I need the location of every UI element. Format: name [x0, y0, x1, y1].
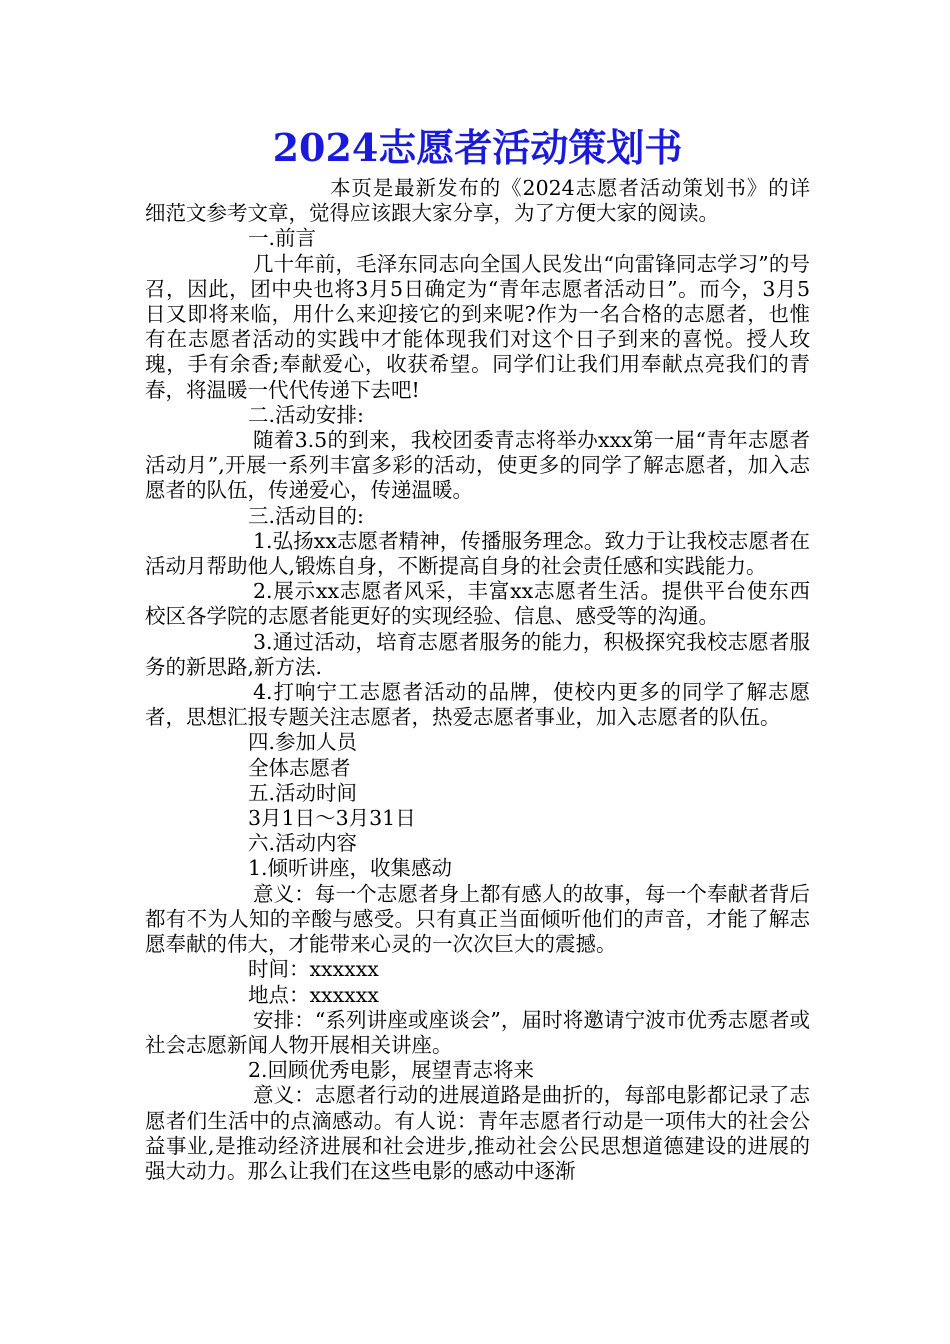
- purpose-item-1: 1.弘扬xx志愿者精神，传播服务理念。致力于让我校志愿者在活动月帮助他人,锻炼自身，不断提高自身的社会责任感和实践能力。: [145, 528, 810, 579]
- participants-text: 全体志愿者: [248, 755, 351, 780]
- preface-paragraph: 几十年前，毛泽东同志向全国人民发出“向雷锋同志学习”的号召，因此，团中央也将3月5日确定为“青年志愿者活动日”。而今，3月5日又即将来临，用什么来迎接它的到来呢?作为一名合格的志愿者，也惟有在志愿者活动的实践中才能体现我们对这个日子到来的喜悦。授人玫瑰，手有余香;奉献爱心，收获希望。同学们让我们用奉献点亮我们的青春，将温暖一代代传递下去吧!: [145, 251, 810, 402]
- content-item-2-meaning: 意义：志愿者行动的进展道路是曲折的，每部电影都记录了志愿者们生活中的点滴感动。有人说：青年志愿者行动是一项伟大的社会公益事业,是推动经济进展和社会进步,推动社会公民思想道德建设的进展的强大动力。那么让我们在这些电影的感动中逐渐: [145, 1083, 810, 1183]
- content-item-1-heading: 1.倾听讲座，收集感动: [248, 856, 453, 881]
- content-heading: 六.活动内容: [248, 831, 358, 856]
- content-item-1-meaning: 意义：每一个志愿者身上都有感人的故事，每一个奉献者背后都有不为人知的辛酸与感受。只有真正当面倾听他们的声音，才能了解志愿奉献的伟大，才能带来心灵的一次次巨大的震撼。: [145, 881, 810, 957]
- preface-heading: 一.前言: [248, 226, 317, 251]
- intro-paragraph: 本页是最新发布的《2024志愿者活动策划书》的详细范文参考文章，觉得应该跟大家分享，为了方便大家的阅读。: [145, 176, 810, 226]
- content-item-1-place: 地点：xxxxxx: [248, 982, 379, 1007]
- participants-heading: 四.参加人员: [248, 730, 358, 755]
- arrangement-heading: 二.活动安排:: [248, 402, 364, 427]
- purpose-heading: 三.活动目的:: [248, 503, 364, 528]
- time-heading: 五.活动时间: [248, 780, 358, 805]
- content-item-1-time: 时间：xxxxxx: [248, 957, 379, 982]
- content-item-2-heading: 2.回顾优秀电影，展望青志将来: [248, 1058, 535, 1083]
- purpose-item-4: 4.打响宁工志愿者活动的品牌，使校内更多的同学了解志愿者，思想汇报专题关注志愿者，热爱志愿者事业，加入志愿者的队伍。: [145, 680, 810, 730]
- content-item-1-arrangement: 安排：“系列讲座或座谈会”，届时将邀请宁波市优秀志愿者或社会志愿新闻人物开展相关讲座。: [145, 1007, 810, 1057]
- document-page: [145, 120, 810, 1184]
- purpose-item-2: 2.展示xx志愿者风采，丰富xx志愿者生活。提供平台使东西校区各学院的志愿者能更好的实现经验、信息、感受等的沟通。: [145, 579, 810, 629]
- time-text: 3月1日～3月31日: [248, 806, 416, 831]
- purpose-item-3: 3.通过活动，培育志愿者服务的能力，积极探究我校志愿者服务的新思路,新方法.: [145, 629, 810, 679]
- document-title: 2024志愿者活动策划书: [272, 125, 683, 170]
- arrangement-paragraph: 随着3.5的到来，我校团委青志将举办xxx第一届“青年志愿者活动月”,开展一系列丰富多彩的活动，使更多的同学了解志愿者，加入志愿者的队伍，传递爱心，传递温暖。: [145, 428, 810, 503]
